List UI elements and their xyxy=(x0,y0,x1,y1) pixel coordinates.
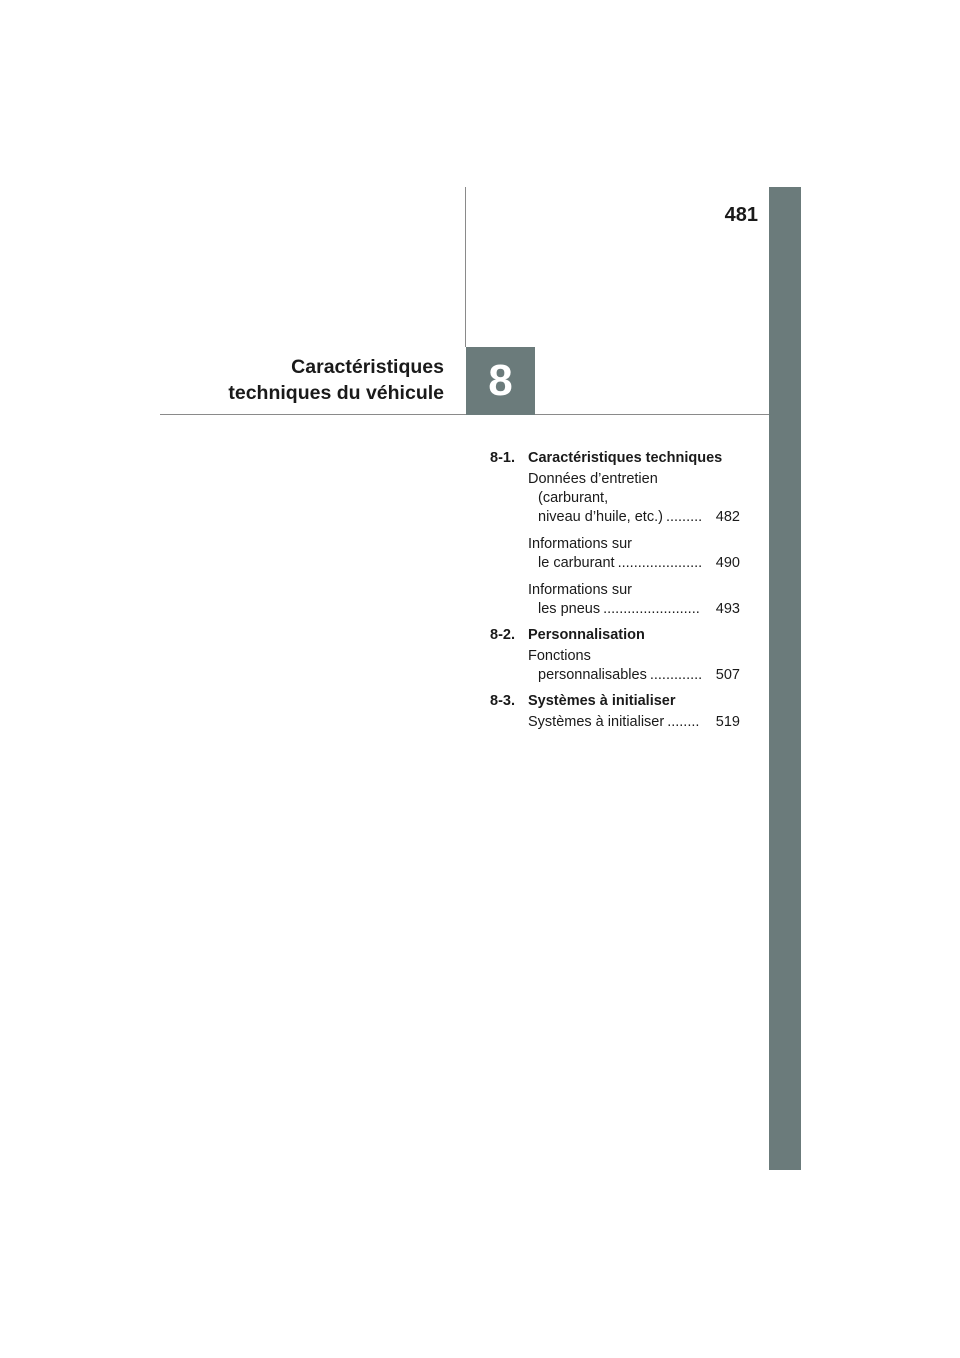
horizontal-rule xyxy=(160,414,769,415)
toc-entry[interactable] xyxy=(528,713,740,732)
side-thumb-bar xyxy=(769,187,801,1170)
chapter-title-line: techniques du véhicule xyxy=(228,382,444,404)
entry-leader-dots: ........ xyxy=(667,714,700,730)
toc-section-heading[interactable] xyxy=(490,691,740,711)
chapter-title-line: Caractéristiques xyxy=(291,356,444,378)
toc-section-heading[interactable] xyxy=(490,625,740,645)
entry-line: Fonctions xyxy=(528,648,591,664)
entry-line xyxy=(528,600,740,619)
entry-line xyxy=(528,713,740,732)
chapter-title xyxy=(160,354,444,406)
section-title: Personnalisation xyxy=(528,627,645,643)
entry-page-number: 482 xyxy=(715,509,740,525)
entry-leader-dots: ........................ xyxy=(603,601,700,617)
section-title: Caractéristiques techniques xyxy=(528,450,723,466)
entry-text: niveau d’huile, etc.) xyxy=(538,509,663,525)
chapter-number-box: 8 xyxy=(466,347,535,415)
table-of-contents xyxy=(490,448,740,732)
toc-entry[interactable] xyxy=(528,647,740,685)
entry-line xyxy=(528,554,740,573)
toc-section-heading[interactable] xyxy=(490,448,740,468)
entry-text: personnalisables xyxy=(538,667,647,683)
section-number: 8-2. xyxy=(490,627,515,643)
entry-leader-dots: ......... xyxy=(665,509,703,525)
section-title: Systèmes à initialiser xyxy=(528,693,676,709)
entry-line: (carburant, xyxy=(538,490,609,506)
entry-page-number: 493 xyxy=(715,601,740,617)
entry-leader-dots: ..................... xyxy=(617,555,703,571)
entry-page-number: 490 xyxy=(715,555,740,571)
entry-line: Informations sur xyxy=(528,536,632,552)
entry-text: le carburant xyxy=(538,555,615,571)
entry-page-number: 507 xyxy=(715,667,740,683)
entry-line xyxy=(528,666,740,685)
entry-page-number: 519 xyxy=(715,714,740,730)
entry-line: Données d’entretien xyxy=(528,471,658,487)
section-number: 8-3. xyxy=(490,693,515,709)
toc-entry[interactable] xyxy=(528,535,740,573)
vertical-rule xyxy=(465,187,466,347)
section-number: 8-1. xyxy=(490,450,515,466)
entry-text: les pneus xyxy=(538,601,601,617)
entry-line: Informations sur xyxy=(528,582,632,598)
entry-line xyxy=(528,508,740,527)
entry-leader-dots: ............. xyxy=(649,667,703,683)
page-number: 481 xyxy=(724,204,758,226)
toc-entry[interactable] xyxy=(528,470,740,527)
toc-entry[interactable] xyxy=(528,581,740,619)
entry-text: Systèmes à initialiser xyxy=(528,714,665,730)
